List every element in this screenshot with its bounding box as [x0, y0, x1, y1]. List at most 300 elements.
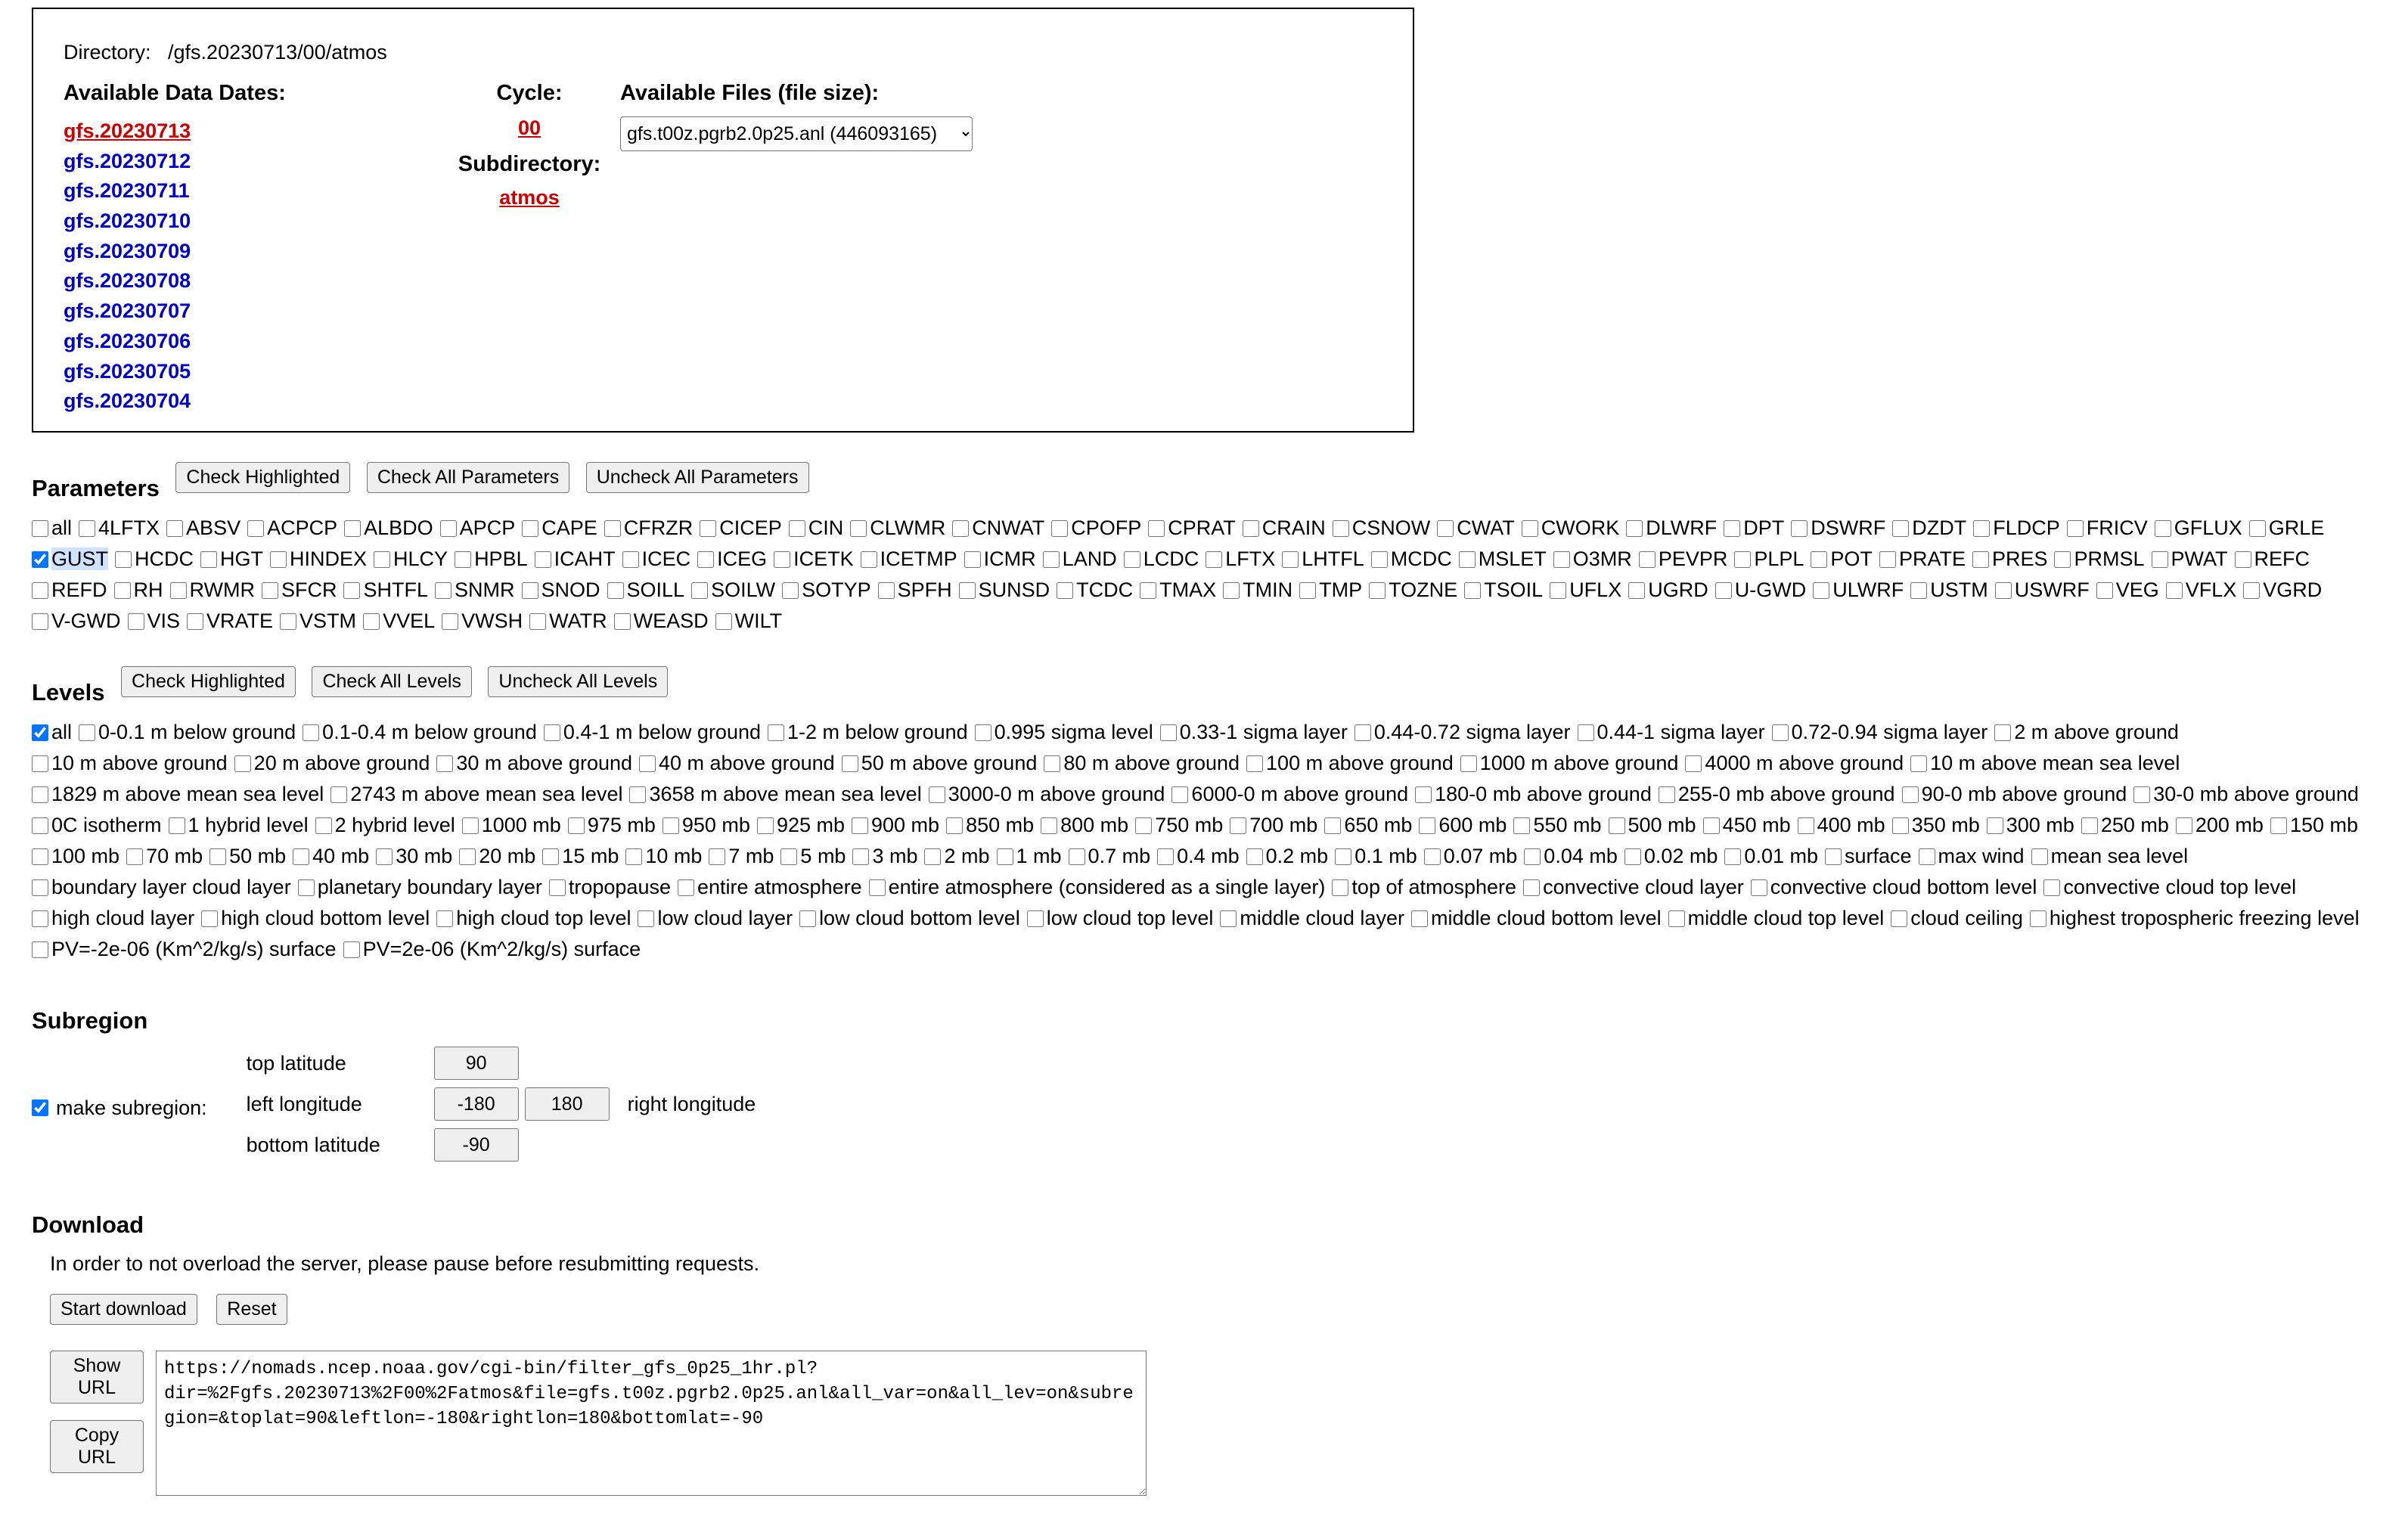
uncheck-all-levels-button[interactable]: Uncheck All Levels: [488, 666, 668, 697]
checkbox-item[interactable]: [442, 609, 523, 632]
checkbox-item[interactable]: [1553, 547, 1632, 570]
data-date-link[interactable]: gfs.20230713: [64, 119, 191, 142]
checkbox-input[interactable]: [1703, 817, 1720, 834]
checkbox-item[interactable]: [1524, 845, 1618, 867]
checkbox-item[interactable]: [1734, 547, 1804, 570]
checkbox-item[interactable]: [952, 516, 1044, 539]
data-date-link[interactable]: gfs.20230704: [64, 389, 191, 413]
checkbox-input[interactable]: [1715, 582, 1732, 599]
checkbox-item[interactable]: [459, 845, 535, 867]
checkbox-item[interactable]: [1910, 752, 2180, 774]
checkbox-item[interactable]: [1892, 814, 1980, 836]
checkbox-item[interactable]: [170, 578, 255, 601]
checkbox-item[interactable]: [1825, 845, 1912, 867]
checkbox-input[interactable]: [1798, 817, 1814, 834]
checkbox-input[interactable]: [455, 551, 471, 568]
checkbox-item[interactable]: [997, 845, 1062, 867]
checkbox-item[interactable]: [1811, 547, 1873, 570]
checkbox-item[interactable]: [32, 721, 72, 743]
checkbox-item[interactable]: [1995, 578, 2090, 601]
checkbox-item[interactable]: [607, 578, 685, 601]
check-highlighted-parameters-button[interactable]: Check Highlighted: [175, 462, 350, 493]
checkbox-input[interactable]: [529, 613, 546, 630]
checkbox-input[interactable]: [32, 941, 48, 958]
checkbox-item[interactable]: [1464, 578, 1543, 601]
checkbox-input[interactable]: [1891, 910, 1907, 927]
checkbox-input[interactable]: [1751, 879, 1767, 896]
checkbox-item[interactable]: [2067, 516, 2148, 539]
checkbox-item[interactable]: [1772, 721, 1988, 743]
data-date-link[interactable]: gfs.20230710: [64, 209, 191, 233]
checkbox-item[interactable]: [929, 783, 1165, 805]
checkbox-item[interactable]: [1246, 845, 1329, 867]
checkbox-input[interactable]: [200, 551, 217, 568]
checkbox-input[interactable]: [1902, 786, 1919, 803]
checkbox-item[interactable]: [79, 516, 160, 539]
top-latitude-input[interactable]: [434, 1047, 519, 1080]
checkbox-item[interactable]: [32, 547, 108, 570]
checkbox-item[interactable]: [363, 609, 435, 632]
checkbox-item[interactable]: [32, 907, 194, 929]
checkbox-input[interactable]: [270, 551, 287, 568]
checkbox-item[interactable]: [303, 721, 537, 743]
checkbox-item[interactable]: [861, 547, 957, 570]
checkbox-input[interactable]: [544, 724, 560, 741]
checkbox-input[interactable]: [344, 520, 361, 537]
checkbox-item[interactable]: [1459, 547, 1547, 570]
checkbox-item[interactable]: [1041, 814, 1128, 836]
checkbox-input[interactable]: [374, 551, 390, 568]
checkbox-item[interactable]: [435, 578, 515, 601]
checkbox-input[interactable]: [1523, 879, 1540, 896]
checkbox-input[interactable]: [1171, 786, 1188, 803]
checkbox-item[interactable]: [115, 547, 194, 570]
checkbox-input[interactable]: [1464, 582, 1481, 599]
checkbox-item[interactable]: [2235, 547, 2310, 570]
checkbox-input[interactable]: [549, 879, 566, 896]
checkbox-input[interactable]: [1524, 848, 1541, 865]
subdirectory-link[interactable]: atmos: [499, 186, 560, 209]
checkbox-item[interactable]: [799, 907, 1020, 929]
checkbox-item[interactable]: [2270, 814, 2358, 836]
checkbox-item[interactable]: [462, 814, 561, 836]
checkbox-input[interactable]: [376, 848, 393, 865]
checkbox-input[interactable]: [1892, 520, 1909, 537]
checkbox-item[interactable]: [32, 752, 228, 774]
checkbox-item[interactable]: [1160, 721, 1348, 743]
checkbox-input[interactable]: [1995, 582, 2012, 599]
checkbox-input[interactable]: [280, 613, 296, 630]
data-date-link[interactable]: gfs.20230712: [64, 149, 191, 172]
checkbox-input[interactable]: [715, 613, 732, 630]
checkbox-input[interactable]: [1299, 582, 1316, 599]
checkbox-item[interactable]: [2096, 578, 2159, 601]
checkbox-input[interactable]: [629, 786, 646, 803]
checkbox-item[interactable]: [850, 516, 945, 539]
checkbox-input[interactable]: [79, 520, 95, 537]
checkbox-input[interactable]: [535, 551, 551, 568]
checkbox-input[interactable]: [1460, 755, 1477, 772]
checkbox-input[interactable]: [1972, 551, 1989, 568]
checkbox-input[interactable]: [32, 910, 48, 927]
checkbox-input[interactable]: [1609, 817, 1625, 834]
checkbox-item[interactable]: [436, 752, 632, 774]
checkbox-item[interactable]: [757, 814, 845, 836]
checkbox-input[interactable]: [209, 848, 226, 865]
checkbox-item[interactable]: [79, 721, 296, 743]
checkbox-item[interactable]: [780, 845, 846, 867]
checkbox-item[interactable]: [1354, 721, 1571, 743]
checkbox-input[interactable]: [757, 817, 774, 834]
checkbox-item[interactable]: [126, 845, 203, 867]
checkbox-input[interactable]: [1459, 551, 1476, 568]
checkbox-input[interactable]: [115, 551, 132, 568]
checkbox-input[interactable]: [442, 613, 458, 630]
checkbox-item[interactable]: [32, 814, 162, 836]
checkbox-input[interactable]: [663, 817, 679, 834]
checkbox-item[interactable]: [247, 516, 337, 539]
checkbox-item[interactable]: [542, 845, 619, 867]
checkbox-item[interactable]: [1206, 547, 1275, 570]
checkbox-item[interactable]: [1798, 814, 1885, 836]
checkbox-input[interactable]: [1371, 551, 1388, 568]
checkbox-input[interactable]: [440, 520, 457, 537]
checkbox-item[interactable]: [201, 907, 430, 929]
checkbox-item[interactable]: [187, 609, 273, 632]
data-date-link[interactable]: gfs.20230707: [64, 299, 191, 323]
checkbox-item[interactable]: [1813, 578, 1904, 601]
checkbox-input[interactable]: [170, 582, 187, 599]
checkbox-item[interactable]: [678, 876, 862, 898]
checkbox-item[interactable]: [663, 814, 750, 836]
checkbox-item[interactable]: [374, 547, 448, 570]
checkbox-input[interactable]: [1415, 786, 1432, 803]
checkbox-input[interactable]: [1324, 817, 1341, 834]
checkbox-input[interactable]: [169, 817, 185, 834]
checkbox-input[interactable]: [1987, 817, 2003, 834]
checkbox-input[interactable]: [293, 848, 309, 865]
checkbox-input[interactable]: [1335, 848, 1351, 865]
checkbox-input[interactable]: [625, 848, 642, 865]
url-textarea[interactable]: [156, 1351, 1147, 1496]
checkbox-item[interactable]: [549, 876, 671, 898]
checkbox-item[interactable]: [782, 578, 871, 601]
checkbox-input[interactable]: [2176, 817, 2192, 834]
checkbox-item[interactable]: [715, 609, 783, 632]
checkbox-item[interactable]: [842, 752, 1038, 774]
checkbox-item[interactable]: [298, 876, 542, 898]
checkbox-item[interactable]: [262, 578, 337, 601]
checkbox-input[interactable]: [700, 520, 716, 537]
checkbox-item[interactable]: [1043, 547, 1117, 570]
checkbox-input[interactable]: [247, 520, 264, 537]
checkbox-input[interactable]: [1333, 520, 1349, 537]
check-all-parameters-button[interactable]: Check All Parameters: [367, 462, 569, 493]
checkbox-input[interactable]: [32, 879, 48, 896]
checkbox-item[interactable]: [32, 938, 337, 960]
checkbox-item[interactable]: [1371, 547, 1452, 570]
checkbox-input[interactable]: [638, 910, 654, 927]
checkbox-input[interactable]: [32, 520, 48, 537]
checkbox-item[interactable]: [32, 578, 107, 601]
checkbox-input[interactable]: [1124, 551, 1140, 568]
checkbox-item[interactable]: [376, 845, 452, 867]
checkbox-item[interactable]: [1460, 752, 1679, 774]
checkbox-input[interactable]: [614, 613, 631, 630]
checkbox-item[interactable]: [1609, 814, 1696, 836]
checkbox-item[interactable]: [330, 783, 622, 805]
checkbox-item[interactable]: [1724, 845, 1818, 867]
checkbox-item[interactable]: [946, 814, 1034, 836]
check-highlighted-levels-button[interactable]: Check Highlighted: [121, 666, 296, 697]
checkbox-item[interactable]: [852, 814, 939, 836]
checkbox-item[interactable]: [1335, 845, 1417, 867]
checkbox-item[interactable]: [2152, 547, 2228, 570]
checkbox-item[interactable]: [878, 578, 952, 601]
checkbox-input[interactable]: [1044, 755, 1060, 772]
checkbox-item[interactable]: [1243, 516, 1326, 539]
checkbox-item[interactable]: [544, 721, 761, 743]
checkbox-item[interactable]: [1282, 547, 1364, 570]
checkbox-input[interactable]: [2054, 551, 2071, 568]
checkbox-input[interactable]: [343, 582, 360, 599]
checkbox-item[interactable]: [1973, 516, 2060, 539]
checkbox-item[interactable]: [1994, 721, 2179, 743]
checkbox-item[interactable]: [1902, 783, 2127, 805]
checkbox-item[interactable]: [343, 938, 641, 960]
checkbox-item[interactable]: [234, 752, 430, 774]
checkbox-input[interactable]: [1659, 786, 1675, 803]
checkbox-input[interactable]: [2155, 520, 2171, 537]
checkbox-input[interactable]: [1246, 848, 1263, 865]
checkbox-item[interactable]: [691, 578, 775, 601]
checkbox-input[interactable]: [32, 786, 48, 803]
checkbox-item[interactable]: [622, 547, 691, 570]
checkbox-input[interactable]: [2030, 910, 2046, 927]
checkbox-item[interactable]: [209, 845, 286, 867]
checkbox-item[interactable]: [1415, 783, 1652, 805]
checkbox-item[interactable]: [1369, 578, 1457, 601]
checkbox-input[interactable]: [1282, 551, 1299, 568]
checkbox-item[interactable]: [1550, 578, 1621, 601]
checkbox-item[interactable]: [1299, 578, 1362, 601]
checkbox-item[interactable]: [774, 547, 854, 570]
checkbox-input[interactable]: [850, 520, 867, 537]
checkbox-input[interactable]: [522, 582, 538, 599]
checkbox-input[interactable]: [2031, 848, 2048, 865]
checkbox-input[interactable]: [774, 551, 790, 568]
checkbox-input[interactable]: [1734, 551, 1751, 568]
check-all-levels-button[interactable]: Check All Levels: [312, 666, 471, 697]
checkbox-input[interactable]: [1057, 582, 1073, 599]
checkbox-item[interactable]: [1027, 907, 1214, 929]
checkbox-input[interactable]: [946, 817, 963, 834]
checkbox-input[interactable]: [1910, 755, 1927, 772]
checkbox-item[interactable]: [1523, 876, 1744, 898]
checkbox-item[interactable]: [2030, 907, 2360, 929]
checkbox-item[interactable]: [1751, 876, 2037, 898]
checkbox-input[interactable]: [32, 551, 48, 568]
checkbox-item[interactable]: [455, 547, 528, 570]
checkbox-input[interactable]: [1724, 848, 1741, 865]
checkbox-input[interactable]: [1069, 848, 1085, 865]
start-download-button[interactable]: Start download: [50, 1294, 197, 1325]
checkbox-input[interactable]: [1639, 551, 1656, 568]
checkbox-item[interactable]: [1972, 547, 2048, 570]
checkbox-input[interactable]: [2166, 582, 2183, 599]
checkbox-input[interactable]: [1223, 582, 1240, 599]
checkbox-item[interactable]: [1069, 845, 1151, 867]
checkbox-input[interactable]: [1051, 520, 1068, 537]
checkbox-item[interactable]: [32, 876, 291, 898]
checkbox-item[interactable]: [1157, 845, 1240, 867]
checkbox-item[interactable]: [852, 845, 917, 867]
checkbox-input[interactable]: [1668, 910, 1685, 927]
checkbox-input[interactable]: [1994, 724, 2011, 741]
checkbox-input[interactable]: [1513, 817, 1530, 834]
checkbox-input[interactable]: [861, 551, 877, 568]
checkbox-item[interactable]: [1892, 516, 1966, 539]
checkbox-input[interactable]: [201, 910, 218, 927]
checkbox-input[interactable]: [697, 551, 714, 568]
checkbox-item[interactable]: [964, 547, 1036, 570]
checkbox-item[interactable]: [1578, 721, 1765, 743]
checkbox-item[interactable]: [32, 609, 121, 632]
checkbox-input[interactable]: [363, 613, 380, 630]
checkbox-item[interactable]: [128, 609, 181, 632]
checkbox-input[interactable]: [1243, 520, 1259, 537]
checkbox-item[interactable]: [1513, 814, 1601, 836]
checkbox-item[interactable]: [959, 578, 1050, 601]
checkbox-input[interactable]: [952, 520, 969, 537]
checkbox-input[interactable]: [459, 848, 476, 865]
data-date-link[interactable]: gfs.20230708: [64, 269, 191, 293]
uncheck-all-parameters-button[interactable]: Uncheck All Parameters: [586, 462, 809, 493]
checkbox-item[interactable]: [2081, 814, 2169, 836]
checkbox-input[interactable]: [1354, 724, 1371, 741]
checkbox-input[interactable]: [114, 582, 131, 599]
checkbox-input[interactable]: [1813, 582, 1829, 599]
checkbox-input[interactable]: [691, 582, 708, 599]
checkbox-item[interactable]: [697, 547, 767, 570]
checkbox-item[interactable]: [2054, 547, 2144, 570]
checkbox-input[interactable]: [997, 848, 1013, 865]
checkbox-item[interactable]: [1124, 547, 1199, 570]
make-subregion-checkbox[interactable]: [32, 1100, 48, 1116]
checkbox-item[interactable]: [522, 578, 600, 601]
checkbox-item[interactable]: [32, 783, 324, 805]
checkbox-input[interactable]: [187, 613, 203, 630]
checkbox-item[interactable]: [629, 783, 921, 805]
checkbox-input[interactable]: [780, 848, 797, 865]
checkbox-item[interactable]: [789, 516, 844, 539]
checkbox-input[interactable]: [1910, 582, 1927, 599]
checkbox-input[interactable]: [1825, 848, 1842, 865]
checkbox-input[interactable]: [435, 582, 452, 599]
checkbox-input[interactable]: [1369, 582, 1386, 599]
checkbox-item[interactable]: [1044, 752, 1240, 774]
checkbox-input[interactable]: [782, 582, 799, 599]
checkbox-item[interactable]: [1791, 516, 1885, 539]
checkbox-input[interactable]: [1811, 551, 1827, 568]
checkbox-item[interactable]: [1220, 907, 1404, 929]
checkbox-input[interactable]: [678, 879, 694, 896]
checkbox-input[interactable]: [32, 755, 48, 772]
checkbox-input[interactable]: [542, 848, 559, 865]
checkbox-input[interactable]: [234, 755, 251, 772]
checkbox-input[interactable]: [128, 613, 144, 630]
checkbox-input[interactable]: [522, 520, 538, 537]
checkbox-item[interactable]: [166, 516, 240, 539]
checkbox-input[interactable]: [1973, 520, 1990, 537]
checkbox-item[interactable]: [568, 814, 656, 836]
checkbox-item[interactable]: [924, 845, 989, 867]
checkbox-item[interactable]: [529, 609, 607, 632]
checkbox-input[interactable]: [964, 551, 981, 568]
checkbox-input[interactable]: [709, 848, 725, 865]
checkbox-input[interactable]: [842, 755, 858, 772]
checkbox-item[interactable]: [700, 516, 782, 539]
checkbox-item[interactable]: [1624, 845, 1718, 867]
checkbox-input[interactable]: [924, 848, 941, 865]
checkbox-input[interactable]: [1437, 520, 1454, 537]
checkbox-item[interactable]: [169, 814, 309, 836]
data-date-link[interactable]: gfs.20230706: [64, 329, 191, 352]
checkbox-input[interactable]: [1332, 879, 1348, 896]
checkbox-input[interactable]: [436, 755, 453, 772]
checkbox-item[interactable]: [2043, 876, 2296, 898]
checkbox-input[interactable]: [303, 724, 319, 741]
checkbox-item[interactable]: [280, 609, 356, 632]
checkbox-item[interactable]: [1659, 783, 1895, 805]
checkbox-input[interactable]: [1043, 551, 1060, 568]
checkbox-item[interactable]: [1246, 752, 1454, 774]
checkbox-item[interactable]: [709, 845, 774, 867]
checkbox-input[interactable]: [789, 520, 805, 537]
bottom-latitude-input[interactable]: [434, 1128, 519, 1162]
checkbox-input[interactable]: [1772, 724, 1789, 741]
checkbox-item[interactable]: [1919, 845, 2025, 867]
checkbox-input[interactable]: [2133, 786, 2150, 803]
checkbox-input[interactable]: [639, 755, 656, 772]
checkbox-item[interactable]: [1668, 907, 1885, 929]
checkbox-input[interactable]: [1206, 551, 1222, 568]
checkbox-item[interactable]: [32, 516, 72, 539]
checkbox-item[interactable]: [869, 876, 1326, 898]
right-longitude-input[interactable]: [525, 1087, 610, 1121]
checkbox-item[interactable]: [2133, 783, 2359, 805]
checkbox-item[interactable]: [1171, 783, 1408, 805]
checkbox-input[interactable]: [2235, 551, 2251, 568]
checkbox-item[interactable]: [2166, 578, 2237, 601]
checkbox-input[interactable]: [1628, 582, 1645, 599]
checkbox-input[interactable]: [568, 817, 585, 834]
checkbox-item[interactable]: [1715, 578, 1806, 601]
checkbox-input[interactable]: [604, 520, 621, 537]
checkbox-item[interactable]: [2155, 516, 2242, 539]
checkbox-input[interactable]: [1522, 520, 1538, 537]
checkbox-input[interactable]: [1220, 910, 1237, 927]
checkbox-input[interactable]: [330, 786, 347, 803]
checkbox-item[interactable]: [604, 516, 693, 539]
checkbox-input[interactable]: [1626, 520, 1643, 537]
checkbox-item[interactable]: [638, 907, 793, 929]
checkbox-item[interactable]: [1724, 516, 1784, 539]
checkbox-input[interactable]: [315, 817, 332, 834]
checkbox-input[interactable]: [1246, 755, 1263, 772]
checkbox-input[interactable]: [32, 817, 48, 834]
reset-button[interactable]: Reset: [216, 1294, 287, 1325]
